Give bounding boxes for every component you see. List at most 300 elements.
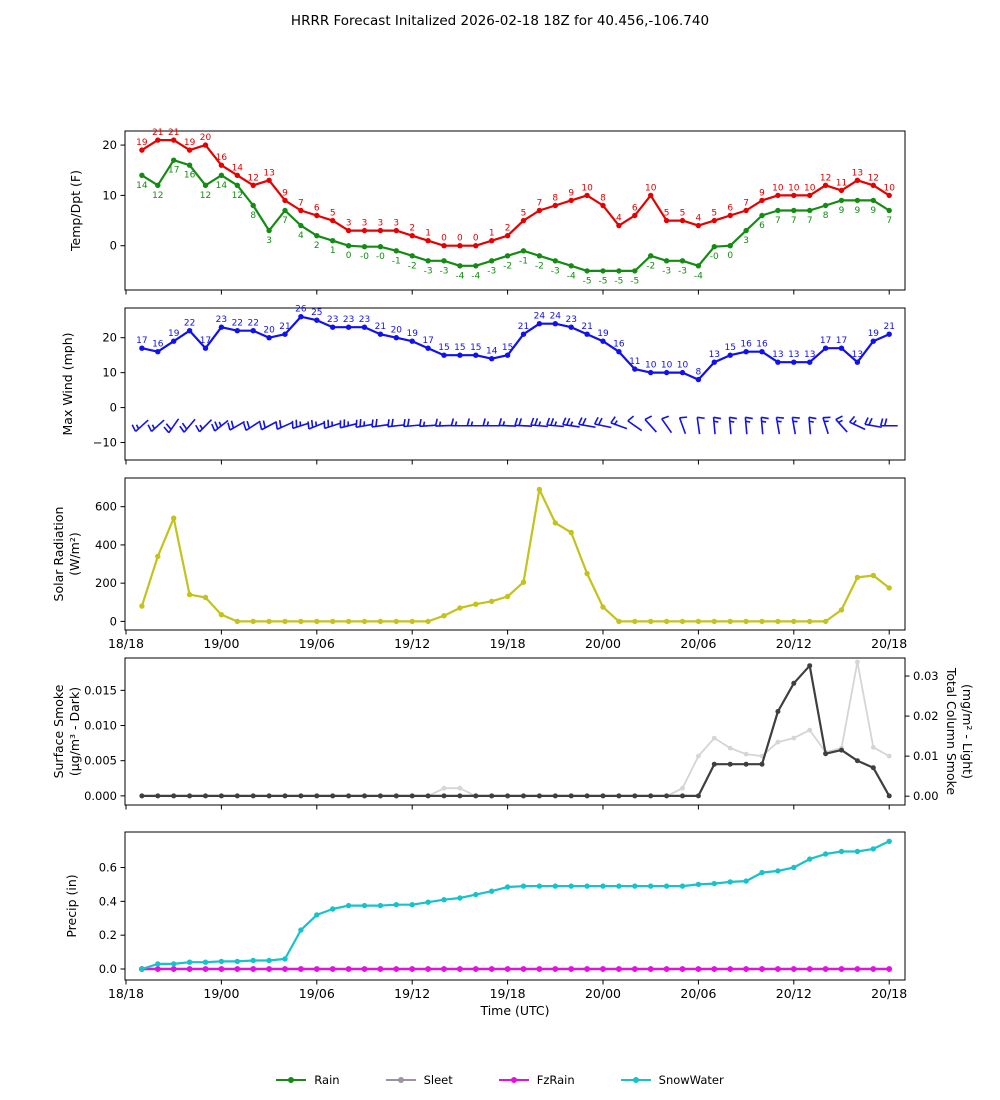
- solar-radiation-series: [139, 487, 892, 624]
- fzrain-point: [727, 966, 733, 972]
- dewpoint-point: [775, 208, 780, 213]
- temperature-value-label: 12: [247, 173, 259, 184]
- solar-radiation-point: [473, 602, 478, 607]
- dewpoint-value-label: 8: [250, 211, 257, 221]
- snowwater-point: [473, 892, 478, 897]
- max-wind-value-label: 23: [342, 315, 355, 326]
- legend-swatch-sleet: [386, 1079, 416, 1081]
- y-axis-label: Precip (in): [64, 874, 79, 938]
- temperature-point: [219, 163, 224, 168]
- temperature-value-label: 13: [851, 168, 864, 179]
- dewpoint-point: [314, 233, 319, 238]
- x-tick-label: 19/12: [394, 986, 431, 1001]
- temperature-point: [871, 183, 876, 188]
- fzrain-point: [664, 966, 670, 972]
- legend-label: SnowWater: [658, 1073, 724, 1087]
- dewpoint-value-label: -3: [678, 266, 687, 277]
- temperature-point: [696, 223, 701, 228]
- fzrain-point: [711, 966, 717, 972]
- snowwater-point: [600, 883, 605, 888]
- max-wind-point: [505, 353, 510, 358]
- max-wind-point: [394, 335, 399, 340]
- dewpoint-value-label: 8: [822, 211, 829, 221]
- snowwater-point: [743, 878, 748, 883]
- surface-smoke-point: [712, 762, 717, 767]
- fzrain-point: [584, 966, 590, 972]
- temperature-value-label: 8: [600, 193, 606, 204]
- surface-smoke-point: [314, 793, 319, 798]
- max-wind-value-label: 17: [835, 336, 848, 347]
- temperature-point: [330, 218, 335, 223]
- dewpoint-value-label: 12: [199, 190, 212, 201]
- x-tick-label: 20/18: [871, 636, 908, 651]
- snowwater-point: [394, 902, 399, 907]
- total-column-smoke-point: [728, 746, 733, 751]
- surface-smoke-point: [505, 793, 510, 798]
- dewpoint-value-label: 0: [345, 251, 352, 262]
- surface-smoke-point: [139, 793, 144, 798]
- y-tick-label: 10: [102, 188, 117, 203]
- dewpoint-point: [807, 208, 812, 213]
- max-wind-value-label: 15: [470, 343, 482, 354]
- surface-smoke-point: [330, 793, 335, 798]
- surface-smoke-point: [171, 793, 176, 798]
- surface-smoke-point: [791, 681, 796, 686]
- chart-title: HRRR Forecast Initalized 2026-02-18 18Z for 40.456,-106.740: [290, 13, 710, 29]
- surface-smoke-point: [839, 748, 844, 753]
- temperature-value-label: 21: [152, 128, 164, 139]
- temperature-value-label: 3: [377, 218, 384, 229]
- fzrain-point: [552, 966, 558, 972]
- temperature-value-label: 13: [263, 168, 275, 179]
- solar-radiation-point: [648, 619, 653, 624]
- temperature-value-label: 2: [409, 223, 416, 234]
- dewpoint-point: [266, 228, 271, 233]
- panel-max-wind: [60, 305, 905, 465]
- fzrain-point: [839, 966, 845, 972]
- dewpoint-point: [441, 258, 446, 263]
- y-tick-label-right: 0.02: [913, 709, 939, 724]
- max-wind-value-label: 22: [231, 318, 244, 329]
- solar-radiation-point: [362, 619, 367, 624]
- surface-smoke-point: [680, 793, 685, 798]
- solar-radiation-point: [425, 619, 430, 624]
- legend: [0, 1073, 1000, 1087]
- fzrain-point: [791, 966, 797, 972]
- solar-radiation-point: [712, 619, 717, 624]
- temperature-point: [775, 193, 780, 198]
- solar-radiation-point: [775, 619, 780, 624]
- surface-smoke-point: [569, 793, 574, 798]
- max-wind-value-label: 25: [311, 308, 323, 319]
- max-wind-point: [839, 346, 844, 351]
- temperature-point: [712, 218, 717, 223]
- total-column-smoke-point: [696, 754, 701, 759]
- solar-radiation-point: [266, 619, 271, 624]
- dewpoint-value-label: 7: [886, 216, 893, 226]
- snowwater-point: [266, 958, 271, 963]
- x-tick-label: 20/12: [775, 986, 812, 1001]
- solar-radiation-point: [505, 594, 510, 599]
- temperature-point: [362, 228, 367, 233]
- max-wind-point: [219, 325, 224, 330]
- y-axis-label: (μg/m³ - Dark): [67, 686, 82, 777]
- temperature-point: [616, 223, 621, 228]
- fzrain-point: [473, 966, 479, 972]
- snowwater-point: [839, 849, 844, 854]
- snowwater-point: [728, 879, 733, 884]
- fzrain-point: [696, 966, 702, 972]
- solar-radiation-point: [346, 619, 351, 624]
- temperature-value-label: 0: [457, 233, 463, 244]
- max-wind-point: [410, 339, 415, 344]
- y-axis-label: Solar Radiation: [51, 506, 66, 602]
- max-wind-value-label: 16: [613, 339, 625, 350]
- solar-radiation-point: [569, 530, 574, 535]
- temperature-value-label: 12: [867, 173, 880, 184]
- dewpoint-value-label: 2: [313, 241, 320, 252]
- max-wind-value-label: 19: [867, 329, 880, 340]
- dewpoint-value-label: -2: [503, 261, 513, 272]
- max-wind-value-label: 24: [533, 311, 546, 322]
- temperature-value-label: 10: [788, 183, 800, 194]
- dewpoint-point: [235, 183, 240, 188]
- dewpoint-value-label: -3: [662, 266, 672, 277]
- dewpoint-value-label: -3: [439, 266, 449, 277]
- max-wind-point: [537, 321, 542, 326]
- max-wind-point: [155, 349, 160, 354]
- total-column-smoke-point: [458, 786, 463, 791]
- legend-item-fzrain: [499, 1073, 575, 1087]
- solar-radiation-point: [251, 619, 256, 624]
- surface-smoke-point: [267, 793, 272, 798]
- panel-total-column-smoke: [51, 658, 975, 810]
- fzrain-point: [282, 966, 288, 972]
- solar-radiation-point: [887, 585, 892, 590]
- dewpoint-value-label: -5: [582, 276, 592, 287]
- dewpoint-point: [696, 263, 701, 268]
- temperature-value-label: 10: [644, 183, 657, 194]
- temperature-point: [171, 137, 176, 142]
- snowwater-series: [139, 839, 892, 972]
- solar-radiation-point: [330, 619, 335, 624]
- dewpoint-point: [553, 258, 558, 263]
- max-wind-point: [346, 325, 351, 330]
- temperature-point: [266, 178, 271, 183]
- snowwater-point: [410, 902, 415, 907]
- max-wind-value-label: 19: [406, 329, 418, 340]
- snowwater-point: [775, 868, 780, 873]
- dewpoint-point: [457, 263, 462, 268]
- max-wind-series: [136, 305, 895, 383]
- snowwater-point: [871, 846, 876, 851]
- dewpoint-value-label: 12: [152, 190, 164, 201]
- max-wind-point: [139, 346, 144, 351]
- y-tick-label: 400: [95, 537, 117, 552]
- dewpoint-value-label: 17: [167, 165, 180, 176]
- y-tick-label: 0: [109, 614, 117, 629]
- max-wind-value-label: 17: [422, 336, 434, 347]
- max-wind-point: [791, 360, 796, 365]
- surface-smoke-point: [616, 793, 621, 798]
- temperature-point: [378, 228, 383, 233]
- fzrain-point: [203, 966, 209, 972]
- solar-radiation-point: [759, 619, 764, 624]
- x-tick-label: 19/18: [489, 986, 526, 1001]
- surface-smoke-point: [521, 793, 526, 798]
- dewpoint-point: [569, 263, 574, 268]
- fzrain-point: [775, 966, 781, 972]
- max-wind-point: [664, 370, 669, 375]
- fzrain-point: [266, 966, 272, 972]
- surface-smoke-point: [489, 793, 494, 798]
- temperature-value-label: 9: [568, 188, 575, 199]
- dewpoint-value-label: -3: [550, 266, 560, 277]
- max-wind-value-label: 13: [803, 350, 816, 361]
- snowwater-point: [759, 870, 764, 875]
- fzrain-point: [807, 966, 813, 972]
- temperature-value-label: 10: [581, 183, 593, 194]
- fzrain-point: [171, 966, 177, 972]
- total-column-smoke-point: [871, 745, 876, 750]
- temperature-point: [807, 193, 812, 198]
- solar-radiation-point: [632, 619, 637, 624]
- solar-radiation-point: [203, 595, 208, 600]
- max-wind-point: [330, 325, 335, 330]
- max-wind-point: [600, 339, 605, 344]
- dewpoint-point: [537, 253, 542, 258]
- snowwater-point: [553, 883, 558, 888]
- fzrain-point: [298, 966, 304, 972]
- max-wind-point: [378, 332, 383, 337]
- surface-smoke-point: [346, 793, 351, 798]
- solar-radiation-point: [394, 619, 399, 624]
- max-wind-value-label: 19: [597, 329, 609, 340]
- dewpoint-value-label: 12: [231, 190, 244, 201]
- snowwater-point: [855, 849, 860, 854]
- dewpoint-point: [791, 208, 796, 213]
- y-tick-label: 0: [109, 238, 117, 253]
- max-wind-point: [235, 328, 240, 333]
- snowwater-point: [457, 895, 462, 900]
- temperature-point: [680, 218, 685, 223]
- fzrain-point: [425, 966, 431, 972]
- dewpoint-value-label: -5: [598, 276, 608, 287]
- snowwater-point: [791, 865, 796, 870]
- snowwater-point: [584, 883, 589, 888]
- max-wind-value-label: 13: [788, 350, 800, 361]
- dewpoint-value-label: -3: [487, 266, 497, 277]
- temperature-value-label: 6: [313, 203, 320, 214]
- solar-radiation-point: [457, 605, 462, 610]
- dewpoint-point: [219, 173, 224, 178]
- temperature-value-label: 7: [536, 198, 543, 209]
- max-wind-point: [266, 335, 271, 340]
- legend-item-sleet: [386, 1073, 453, 1087]
- snowwater-point: [712, 881, 717, 886]
- y-tick-label-right: 0.00: [913, 789, 939, 804]
- solar-radiation-point: [171, 516, 176, 521]
- fzrain-point: [409, 966, 415, 972]
- surface-smoke-point: [823, 751, 828, 756]
- max-wind-value-label: 10: [644, 360, 657, 371]
- max-wind-value-label: 22: [247, 318, 259, 329]
- max-wind-value-label: 13: [708, 350, 721, 361]
- x-tick-label: 20/00: [584, 636, 622, 651]
- fzrain-point: [537, 966, 543, 972]
- solar-radiation-point: [696, 619, 701, 624]
- dewpoint-point: [712, 244, 717, 249]
- max-wind-point: [648, 370, 653, 375]
- dewpoint-point: [743, 228, 748, 233]
- snowwater-point: [171, 961, 176, 966]
- snowwater-point: [187, 960, 192, 965]
- solar-radiation-line: [142, 490, 889, 622]
- surface-smoke-point: [632, 793, 637, 798]
- legend-label: FzRain: [536, 1073, 575, 1087]
- fzrain-point: [648, 966, 654, 972]
- max-wind-value-label: 23: [326, 315, 339, 326]
- y-axis-label: (W/m²): [67, 532, 82, 576]
- total-column-smoke-point: [791, 736, 796, 741]
- surface-smoke-point: [187, 793, 192, 798]
- temperature-point: [410, 233, 415, 238]
- fzrain-point: [823, 966, 829, 972]
- temperature-value-label: 20: [199, 133, 212, 144]
- panel-temperature: [68, 128, 905, 294]
- dewpoint-point: [648, 253, 653, 258]
- temperature-point: [887, 193, 892, 198]
- total-column-smoke-point: [855, 660, 860, 665]
- dewpoint-point: [282, 208, 287, 213]
- temperature-point: [664, 218, 669, 223]
- solar-radiation-point: [521, 580, 526, 585]
- max-wind-point: [314, 318, 319, 323]
- max-wind-value-label: 21: [883, 322, 895, 333]
- fzrain-point: [489, 966, 495, 972]
- solar-radiation-point: [235, 619, 240, 624]
- total-column-smoke-point: [776, 740, 781, 745]
- y-tick-label: 0.4: [98, 894, 117, 909]
- max-wind-point: [887, 332, 892, 337]
- fzrain-point: [314, 966, 320, 972]
- dewpoint-point: [394, 248, 399, 253]
- surface-smoke-point: [362, 793, 367, 798]
- x-tick-label: 18/18: [107, 986, 145, 1001]
- temperature-point: [235, 173, 240, 178]
- temperature-value-label: 5: [711, 208, 718, 219]
- fzrain-point: [568, 966, 574, 972]
- legend-label: Rain: [314, 1073, 340, 1087]
- snowwater-point: [664, 883, 669, 888]
- total-column-smoke-point: [680, 786, 685, 791]
- dewpoint-value-label: -2: [407, 261, 417, 272]
- max-wind-point: [187, 328, 192, 333]
- max-wind-value-label: 24: [549, 311, 562, 322]
- dewpoint-point: [425, 258, 430, 263]
- max-wind-value-label: 23: [565, 315, 577, 326]
- snowwater-point: [887, 839, 892, 844]
- solar-radiation-point: [791, 619, 796, 624]
- dewpoint-point: [155, 183, 160, 188]
- y-tick-label: 0.2: [98, 928, 117, 943]
- surface-smoke-point: [442, 793, 447, 798]
- fzrain-point: [743, 966, 749, 972]
- surface-smoke-point: [394, 793, 399, 798]
- fzrain-point: [187, 966, 193, 972]
- max-wind-point: [473, 353, 478, 358]
- dewpoint-value-label: 7: [790, 216, 797, 226]
- snowwater-point: [362, 903, 367, 908]
- max-wind-point: [425, 346, 430, 351]
- fzrain-point: [600, 966, 606, 972]
- temperature-series: [136, 128, 895, 248]
- solar-radiation-point: [378, 619, 383, 624]
- snowwater-point: [155, 961, 160, 966]
- max-wind-point: [728, 353, 733, 358]
- dewpoint-point: [203, 183, 208, 188]
- solar-radiation-point: [187, 592, 192, 597]
- fzrain-point: [219, 966, 225, 972]
- wind-barbs: [132, 416, 898, 434]
- max-wind-point: [298, 314, 303, 319]
- snowwater-point: [537, 883, 542, 888]
- temperature-value-label: 0: [472, 233, 479, 244]
- temperature-value-label: 12: [819, 173, 832, 184]
- dewpoint-point: [759, 213, 764, 218]
- surface-smoke-point: [664, 793, 669, 798]
- max-wind-point: [775, 360, 780, 365]
- dewpoint-value-label: -0: [375, 252, 385, 263]
- dewpoint-point: [171, 158, 176, 163]
- dewpoint-value-label: -3: [423, 266, 433, 277]
- y-tick-label: 0.015: [84, 683, 117, 698]
- dewpoint-value-label: -0: [709, 252, 719, 263]
- y-tick-label-right: 0.01: [913, 749, 939, 764]
- max-wind-point: [521, 332, 526, 337]
- surface-smoke-point: [553, 793, 558, 798]
- fzrain-point: [250, 966, 256, 972]
- temperature-value-label: 10: [803, 183, 816, 194]
- max-wind-value-label: 20: [263, 325, 275, 336]
- solar-radiation-point: [743, 619, 748, 624]
- y-axis-label-right: (mg/m² - Light): [960, 684, 975, 779]
- max-wind-point: [871, 339, 876, 344]
- snowwater-point: [330, 906, 335, 911]
- max-wind-point: [680, 370, 685, 375]
- temperature-value-label: 2: [504, 223, 511, 234]
- dewpoint-value-label: 3: [266, 236, 272, 247]
- max-wind-value-label: 23: [358, 315, 371, 326]
- max-wind-point: [584, 332, 589, 337]
- temperature-value-label: 1: [425, 228, 431, 239]
- temperature-value-label: 6: [631, 203, 638, 214]
- surface-smoke-point: [378, 793, 383, 798]
- snowwater-point: [378, 903, 383, 908]
- fzrain-point: [330, 966, 336, 972]
- max-wind-value-label: 15: [501, 343, 514, 354]
- max-wind-point: [282, 332, 287, 337]
- fzrain-point: [234, 966, 240, 972]
- dewpoint-point: [855, 198, 860, 203]
- max-wind-value-label: 15: [438, 343, 450, 354]
- surface-smoke-point: [760, 762, 765, 767]
- temperature-point: [251, 183, 256, 188]
- dewpoint-point: [887, 208, 892, 213]
- surface-smoke-point: [426, 793, 431, 798]
- y-tick-label: −10: [92, 435, 117, 450]
- solar-radiation-point: [314, 619, 319, 624]
